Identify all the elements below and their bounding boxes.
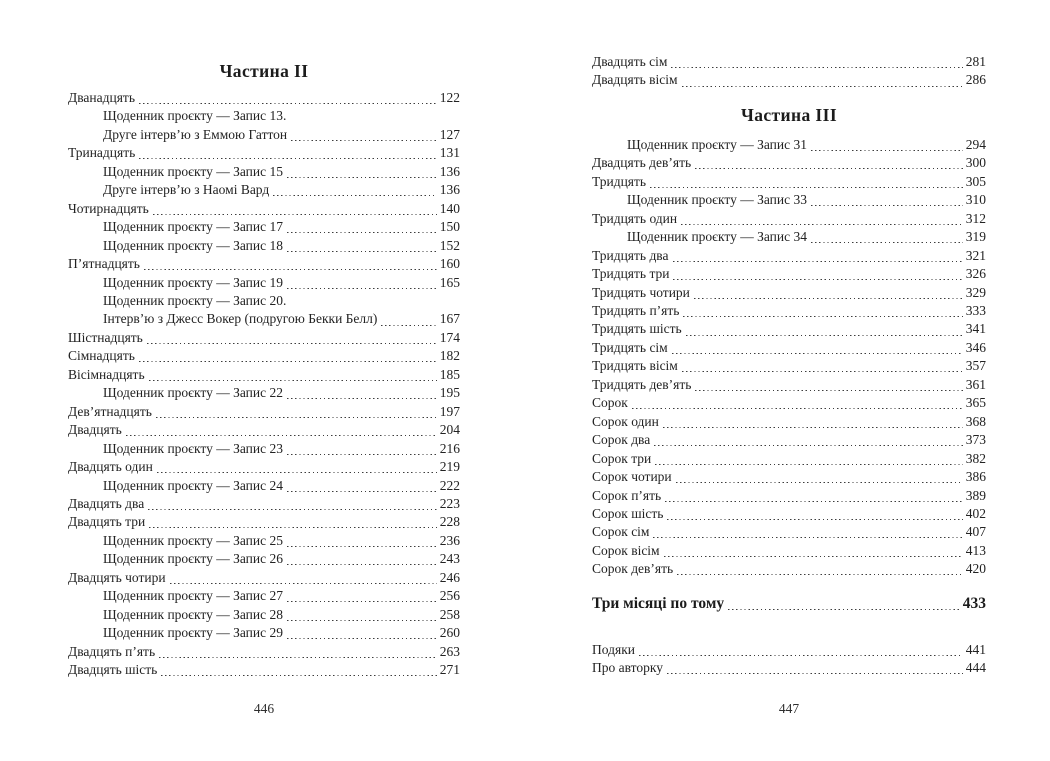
toc-entry (592, 560, 986, 578)
toc-entry (68, 255, 460, 273)
dot-leader (126, 435, 437, 437)
toc-entry (68, 384, 460, 402)
toc-entry (592, 394, 986, 412)
toc-entry-title: Тридцять вісім (592, 358, 678, 374)
toc-entry-page: 122 (439, 90, 460, 105)
toc-entry-title: Щоденник проєкту — Запис 26 (103, 551, 283, 567)
toc-entry-title: Дев’ятнадцять (68, 403, 152, 419)
folio-left: 446 (253, 701, 275, 716)
dot-leader (673, 279, 962, 281)
dot-leader (682, 85, 963, 87)
toc-entry-page: 286 (965, 72, 986, 88)
toc-entry (68, 624, 460, 642)
toc-entry-title: Щоденник проєкту — Запис 29 (103, 625, 283, 641)
toc-entries-left (68, 89, 460, 680)
toc-entry-title: Тридцять три (592, 266, 670, 282)
dot-leader (663, 426, 963, 428)
toc-entry (592, 136, 986, 154)
toc-entry (68, 587, 460, 605)
toc-entry-title: Тридцять п’ять (592, 302, 680, 318)
dot-leader (287, 619, 437, 621)
toc-entry (68, 200, 460, 218)
toc-entry-page: 136 (439, 182, 460, 198)
toc-entry (68, 237, 460, 255)
toc-entry (592, 659, 986, 677)
toc-entry-title: Двадцять вісім (592, 72, 678, 88)
toc-entry (68, 310, 460, 328)
toc-entry (592, 542, 986, 560)
toc-entry (592, 71, 986, 89)
dot-leader (291, 139, 437, 141)
dot-leader (667, 673, 963, 675)
toc-entry-title: Друге інтерв’ю з Еммою Гаттон (103, 126, 288, 142)
toc-entry-title: Щоденник проєкту — Запис 28 (103, 606, 283, 622)
toc-entry (592, 413, 986, 431)
toc-entry-page: 258 (439, 606, 460, 622)
dot-leader (156, 416, 437, 418)
folio-right: 447 (778, 701, 800, 716)
dot-leader (147, 342, 437, 344)
toc-entry (592, 487, 986, 505)
toc-entry-title: Щоденник проєкту — Запис 22 (103, 385, 283, 401)
dot-leader (153, 213, 437, 215)
toc-entry-title: Тридцять один (592, 210, 678, 226)
toc-entry-page: 150 (439, 219, 460, 235)
toc-entry-title: Двадцять один (68, 459, 153, 475)
toc-entry-title: Три місяці по тому (592, 594, 725, 612)
dot-leader (287, 453, 437, 455)
toc-entry-page: 341 (965, 321, 986, 337)
toc-entry-page: 197 (439, 403, 460, 419)
toc-entry (68, 569, 460, 587)
dot-leader (148, 508, 437, 510)
toc-entry (592, 191, 986, 209)
toc-entry-page: 219 (439, 459, 460, 475)
toc-entry (592, 431, 986, 449)
toc-entry (592, 228, 986, 246)
toc-entry-page: 444 (965, 660, 986, 676)
toc-entry-page: 389 (965, 487, 986, 503)
toc-entry-title: Сорок чотири (592, 469, 672, 485)
toc-entry-page: 326 (965, 266, 986, 282)
dot-leader (677, 574, 963, 576)
toc-entry-page: 368 (965, 413, 986, 429)
toc-entry-title: Сорок (592, 395, 628, 411)
dot-leader (664, 555, 963, 557)
toc-entry-page: 243 (439, 551, 460, 567)
toc-entry-page: 407 (965, 524, 986, 540)
dot-leader (159, 656, 437, 658)
toc-entry (68, 181, 460, 199)
toc-entry (68, 89, 460, 107)
dot-leader (287, 490, 437, 492)
toc-entry-page: 271 (439, 662, 460, 678)
dot-leader (681, 223, 963, 225)
toc-entry (592, 357, 986, 375)
toc-entry-page: 441 (965, 641, 986, 657)
toc-entry-title: Двадцять шість (68, 662, 158, 678)
toc-entry-page: 321 (965, 247, 986, 263)
toc-entry-title: Двадцять чотири (68, 569, 166, 585)
toc-entry (592, 505, 986, 523)
dot-leader (694, 297, 963, 299)
dot-leader (654, 445, 963, 447)
toc-entry-page: 174 (439, 329, 460, 345)
toc-entry-title: Двадцять дев’ять (592, 155, 692, 171)
toc-entry-title: Щоденник проєкту — Запис 33 (627, 192, 807, 208)
toc-entry-title: Про авторку (592, 660, 663, 676)
toc-entry-page: 294 (965, 136, 986, 152)
toc-entry (68, 218, 460, 236)
toc-entry-title: Чотирнадцять (68, 200, 149, 216)
dot-leader (139, 102, 437, 104)
toc-entry-page: 420 (965, 561, 986, 577)
dot-leader (673, 260, 963, 262)
toc-entry-title: Щоденник проєкту — Запис 17 (103, 219, 283, 235)
toc-entry-page: 216 (439, 440, 460, 456)
toc-entry (592, 450, 986, 468)
toc-entry (68, 107, 460, 125)
dot-leader (287, 176, 437, 178)
toc-entry (592, 468, 986, 486)
toc-entry-page: 228 (439, 514, 460, 530)
toc-entry-title: Тридцять (592, 173, 647, 189)
toc-entry (68, 606, 460, 624)
dot-leader (682, 371, 963, 373)
toc-entry-page: 152 (439, 237, 460, 253)
toc-entry (68, 532, 460, 550)
toc-entry-title: Щоденник проєкту — Запис 23 (103, 440, 283, 456)
toc-entry-page: 402 (965, 505, 986, 521)
toc-entry (592, 284, 986, 302)
toc-entry (68, 144, 460, 162)
toc-entry-title: Двадцять сім (592, 54, 668, 69)
toc-entry (592, 154, 986, 172)
dot-leader (287, 250, 437, 252)
dot-leader (639, 654, 963, 656)
toc-entry-page: 167 (439, 311, 460, 327)
toc-entry-page: 182 (439, 348, 460, 364)
toc-entry (592, 523, 986, 541)
toc-entry-title: Тридцять дев’ять (592, 376, 692, 392)
toc-entry-page: 263 (439, 643, 460, 659)
toc-entry-title: Сорок дев’ять (592, 561, 674, 577)
toc-entries-right-top (592, 53, 986, 90)
toc-entry (592, 339, 986, 357)
toc-entry (68, 292, 460, 310)
toc-entry (592, 247, 986, 265)
toc-entry-page: 346 (965, 339, 986, 355)
toc-entry-title: Двадцять (68, 422, 122, 438)
toc-entry-page: 260 (439, 625, 460, 641)
dot-leader (671, 66, 962, 68)
toc-entry-page: 127 (439, 126, 460, 142)
part-ii-heading: Частина II (219, 61, 309, 81)
toc-entry-title: Сорок три (592, 450, 652, 466)
dot-leader (139, 361, 437, 363)
toc-entry-title: Вісімнадцять (68, 366, 145, 382)
toc-entry (592, 320, 986, 338)
dot-leader (144, 269, 437, 271)
toc-entry-page: 281 (965, 54, 986, 69)
dot-leader (149, 379, 437, 381)
toc-entry (592, 173, 986, 191)
toc-entry-title: Двадцять три (68, 514, 146, 530)
toc-entry (592, 53, 986, 71)
toc-entry-title: Двадцять два (68, 495, 145, 511)
toc-entry-page: 386 (965, 469, 986, 485)
toc-entry (68, 421, 460, 439)
dot-leader (676, 482, 963, 484)
dot-leader (686, 334, 963, 336)
toc-entry (68, 661, 460, 679)
toc-entry (68, 643, 460, 661)
toc-entry-page: 236 (439, 532, 460, 548)
toc-entry-page: 195 (439, 385, 460, 401)
toc-entry-title: Тридцять шість (592, 321, 682, 337)
dot-leader (287, 564, 437, 566)
dot-leader (695, 389, 962, 391)
dot-leader (287, 638, 437, 640)
toc-entry-title: Сорок п’ять (592, 487, 662, 503)
toc-entry-page: 361 (965, 376, 986, 392)
toc-entry-title: Щоденник проєкту — Запис 13. (103, 108, 287, 124)
toc-entry-page: 319 (965, 229, 986, 245)
dot-leader (811, 205, 963, 207)
toc-entry (68, 477, 460, 495)
toc-entry-page: 382 (965, 450, 986, 466)
toc-entry (68, 495, 460, 513)
toc-entry-page: 300 (965, 155, 986, 171)
dot-leader (650, 186, 963, 188)
toc-page-left (68, 0, 460, 761)
toc-entry-title: Дванадцять (68, 90, 135, 105)
toc-back-matter (592, 641, 986, 678)
toc-entry-title: Щоденник проєкту — Запис 18 (103, 237, 283, 253)
toc-entry (592, 210, 986, 228)
toc-entry (68, 403, 460, 421)
toc-entry-title: Щоденник проєкту — Запис 19 (103, 274, 283, 290)
dot-leader (273, 195, 436, 197)
toc-entry-page: 357 (965, 358, 986, 374)
toc-entry-page: 131 (439, 145, 460, 161)
dot-leader (653, 537, 962, 539)
toc-entry (68, 126, 460, 144)
toc-entry (68, 366, 460, 384)
dot-leader (149, 527, 437, 529)
part-iii-heading: Частина III (740, 104, 838, 125)
toc-entry-title: Щоденник проєкту — Запис 34 (627, 229, 807, 245)
dot-leader (632, 408, 963, 410)
toc-entry-page: 433 (962, 594, 986, 612)
toc-entry-page: 329 (965, 284, 986, 300)
toc-entry (68, 513, 460, 531)
dot-leader (287, 287, 437, 289)
dot-leader (665, 500, 963, 502)
dot-leader (728, 609, 960, 611)
toc-entry-page: 373 (965, 432, 986, 448)
dot-leader (139, 158, 436, 160)
toc-entry-page: 222 (439, 477, 460, 493)
toc-entry-title: Подяки (592, 641, 635, 657)
toc-entry (68, 458, 460, 476)
dot-leader (161, 675, 436, 677)
toc-entry-title: Тридцять два (592, 247, 669, 263)
toc-entry-page: 160 (439, 256, 460, 272)
toc-entry (68, 550, 460, 568)
dot-leader (811, 242, 963, 244)
dot-leader (287, 232, 437, 234)
toc-entry-title: Сорок сім (592, 524, 650, 540)
dot-leader (287, 545, 437, 547)
toc-entry-special (592, 592, 986, 615)
dot-leader (287, 398, 437, 400)
toc-entry-title: Шістнадцять (68, 329, 143, 345)
toc-entry-page: 365 (965, 395, 986, 411)
dot-leader (695, 168, 963, 170)
toc-entry (68, 274, 460, 292)
toc-entry-title: Сорок два (592, 432, 651, 448)
dot-leader (170, 582, 437, 584)
dot-leader (287, 601, 437, 603)
toc-entry-page: 333 (965, 302, 986, 318)
dot-leader (672, 352, 963, 354)
dot-leader (381, 324, 436, 326)
toc-entry (592, 265, 986, 283)
toc-entry-page: 223 (439, 495, 460, 511)
toc-entry-title: Тридцять чотири (592, 284, 690, 300)
toc-entry-title: Сорок один (592, 413, 659, 429)
toc-entry-title: Сорок шість (592, 505, 664, 521)
toc-entry-page: 204 (439, 422, 460, 438)
toc-entry-page: 246 (439, 569, 460, 585)
toc-entry (68, 347, 460, 365)
toc-entry-title: Двадцять п’ять (68, 643, 156, 659)
toc-entry-page: 165 (439, 274, 460, 290)
dot-leader (811, 149, 963, 151)
toc-entry-title: Щоденник проєкту — Запис 24 (103, 477, 283, 493)
toc-entry-page: 256 (439, 588, 460, 604)
toc-entry-title: Сорок вісім (592, 542, 660, 558)
toc-entry-page: 185 (439, 366, 460, 382)
toc-entry-page: 305 (965, 173, 986, 189)
toc-entry-title: Щоденник проєкту — Запис 27 (103, 588, 283, 604)
toc-entry-page: 413 (965, 542, 986, 558)
toc-entry (68, 440, 460, 458)
toc-entry-title: Друге інтерв’ю з Наомі Вард (103, 182, 270, 198)
toc-entry-title: П’ятнадцять (68, 256, 140, 272)
toc-entry-title: Тринадцять (68, 145, 136, 161)
toc-entry-page: 310 (965, 192, 986, 208)
toc-entry-title: Сімнадцять (68, 348, 135, 364)
dot-leader (655, 463, 963, 465)
toc-entry-page: 136 (439, 163, 460, 179)
toc-entry-title: Щоденник проєкту — Запис 31 (627, 136, 807, 152)
toc-entry (592, 376, 986, 394)
dot-leader (157, 472, 437, 474)
toc-entry-title: Тридцять сім (592, 339, 668, 355)
toc-entry-page: 140 (439, 200, 460, 216)
toc-entry-title: Інтерв’ю з Джесс Вокер (подругою Бекки Белл) (103, 311, 378, 327)
toc-entry (592, 302, 986, 320)
toc-entry-page: 312 (965, 210, 986, 226)
toc-entry-title: Щоденник проєкту — Запис 20. (103, 292, 287, 308)
toc-entry (68, 329, 460, 347)
toc-entry (592, 641, 986, 659)
toc-entry-title: Щоденник проєкту — Запис 25 (103, 532, 283, 548)
toc-entry-title: Щоденник проєкту — Запис 15 (103, 163, 283, 179)
dot-leader (683, 315, 962, 317)
dot-leader (667, 518, 962, 520)
toc-entries-right-main (592, 136, 986, 579)
toc-entry (68, 163, 460, 181)
toc-page-right (592, 0, 986, 761)
